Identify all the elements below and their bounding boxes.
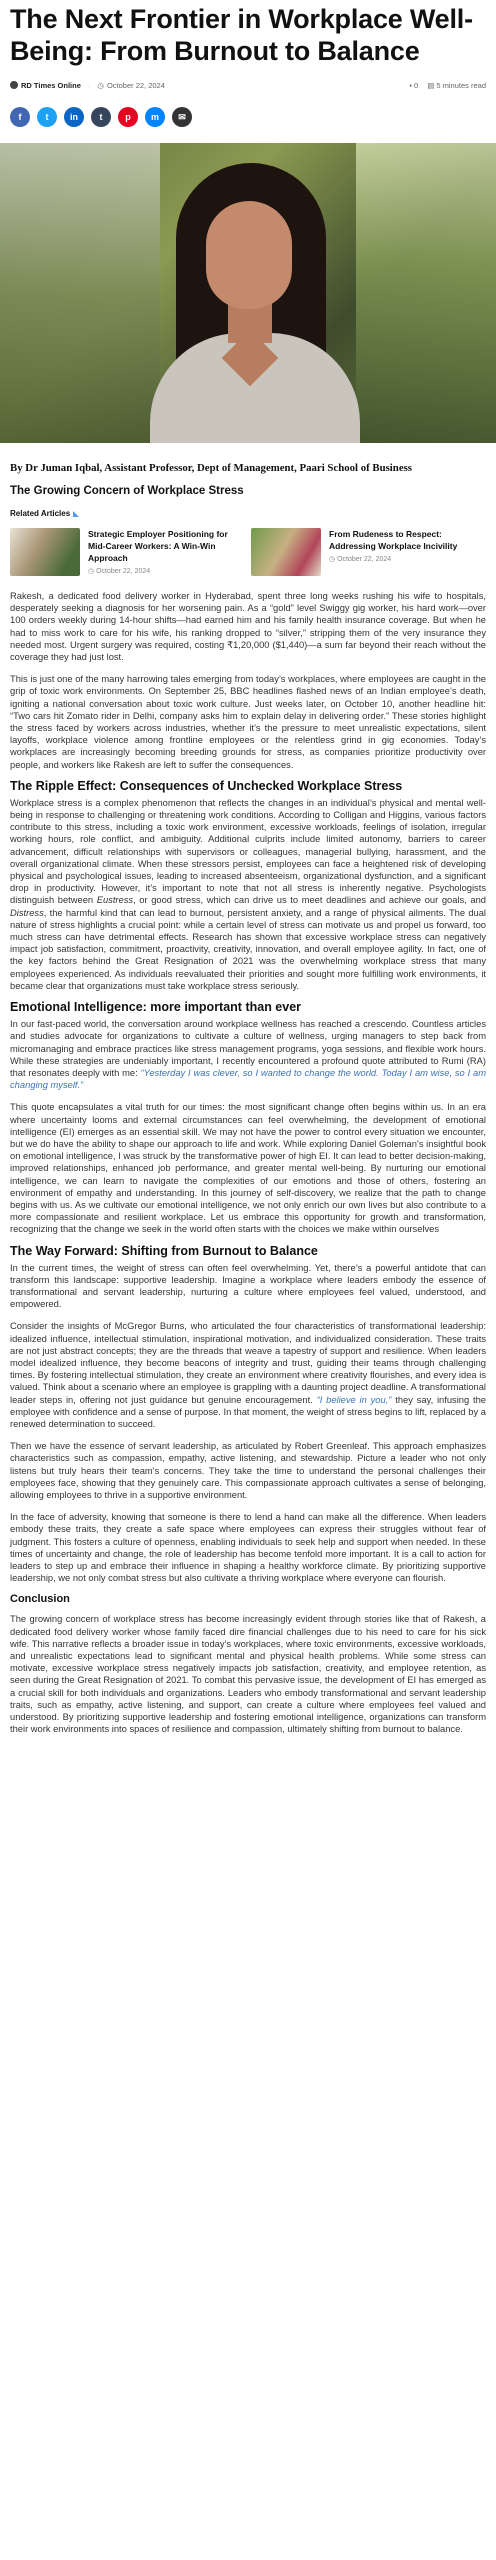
messenger-share-button[interactable]: [145, 107, 165, 127]
eustress-term: Eustress: [96, 895, 134, 906]
paragraph: In the current times, the weight of stress can often feel overwhelming. Yet, there’s a powerful antidote that can transform this landscape: supportive leadership. Imagine a workplace where leaders embody the essence of transformational and servant leadership, nurturing a culture where employees feel valued, understood, and empowered.: [10, 1262, 486, 1310]
paragraph-text: Consider the insights of McGregor Burns, who articulated the four characteristics of transformational leadership: idealized influence, intellectual stimulation, inspirational motivation, and individualized consideration. These traits are not just abstract concepts; they are the threads that weave a tapestry of support and resilience. When leaders model idealized influence, they become beacons of integrity and trust, guiding their teams through challenging times. By fostering intellectual stimulation, they create an environment where creativity flourishes, and every idea is valued. Think about a scenario where an employee is grappling with a daunting project deadline. A transformational leader steps in, offering not just guidance but genuine encouragement.: [10, 1321, 486, 1405]
related-date-text: October 22, 2024: [96, 568, 151, 575]
facebook-share-button[interactable]: [10, 107, 30, 127]
share-buttons: [10, 107, 486, 129]
related-thumbnail[interactable]: [251, 528, 321, 576]
corner-icon: [73, 511, 79, 517]
paragraph-text: they say, infusing the employee with confidence and a sense of purpose. In that moment, the weight of stress begins to lift, replaced by a renewed determination to succeed.: [10, 1394, 486, 1429]
post-date-text: October 22, 2024: [106, 80, 165, 90]
messenger-icon: m: [150, 112, 159, 122]
paragraph-text: Workplace stress is a complex phenomenon that reflects the changes in an individual’s physical and mental well-being in response to challenging or threatening work conditions. According to Colligan and Higgins, various factors contribute to this stress, including a toxic work environment, excessive workloads, feelings of isolation, irregular working hours, role conflict, and ambiguity. Additional culprits include limited autonomy, barriers to career advancement, difficult relationships with supervisors or colleagues, managerial bullying, harassment, and the overall organizational climate. When these stressors persist, employees can face a heightened risk of developing physical and psychological issues, leading to increased absenteeism, organizational dysfunction, and a significant drop in productivity. However, it’s important to note that not all stress is inherently negative. Psychologists distinguish between: [10, 797, 486, 906]
image-background-right: [356, 143, 496, 443]
related-title[interactable]: Strategic Employer Positioning for Mid-Career Workers: A Win-Win Approach: [88, 529, 228, 563]
page-title: The Next Frontier in Workplace Well-Being: From Burnout to Balance: [10, 4, 473, 66]
linkedin-icon: in: [70, 112, 78, 122]
email-icon: ✉: [178, 111, 186, 122]
post-date: [97, 81, 165, 90]
article-body: [0, 461, 496, 1735]
section-heading: Emotional Intelligence: more important than ever: [10, 1000, 302, 1015]
related-title[interactable]: From Rudeness to Respect: Addressing Workplace Incivility: [329, 529, 458, 551]
related-card[interactable]: [251, 528, 476, 576]
paragraph: [10, 1320, 486, 1430]
paragraph: [10, 1018, 486, 1091]
paragraph: This quote encapsulates a vital truth for our times: the most significant change often begins within us. In an era where uncertainty looms and external circumstances can feel overwhelming, the development of emotional intelligence (EI) emerges as an essential skill. We may not have the power to control every situation we encounter, but we do have the ability to shape our approach to life and work. While exploring Daniel Goleman’s insightful book on emotional intelligence, I was struck by the transformative power of high EI. It can lead to better decision-making, improved relationships, enhanced job performance, and greater mental well-being. By nurturing our emotional intelligence, we can learn to navigate the complexities of our emotions and those of others, fostering an environment of empathy and understanding. In this journey of self-discovery, we realize that the path to change begins with us. As we cultivate our emotional intelligence, we not only enrich our own lives but also contribute to a more compassionate and resilient workplace. Let us embrace this opportunity for growth and transformation, recognizing that the change we seek in the world often starts with the choices we make within ourselves: [10, 1102, 486, 1235]
rumi-quote: “Yesterday I was clever, so I wanted to change the world. Today I am wise, so I am changing myself.”: [10, 1067, 486, 1091]
article-header: [0, 3, 496, 129]
image-background-left: [0, 143, 160, 443]
section-heading: Conclusion: [10, 1593, 70, 1606]
pinterest-icon: p: [125, 112, 131, 122]
related-card[interactable]: [10, 528, 235, 576]
related-card-text: [329, 528, 476, 576]
read-time: [427, 81, 486, 90]
meta-separator: ·: [87, 80, 91, 90]
pinterest-share-button[interactable]: [118, 107, 138, 127]
linkedin-share-button[interactable]: [64, 107, 84, 127]
paragraph-text: , the harmful kind that can lead to burnout, persistent anxiety, and a range of physical ailments. The dual nature of stress highlights a crucial point: while a certain level of stress can motivate us and propel us forward, too much stress can have detrimental effects. Research has shown that excessive workplace stress can negatively impact job satisfaction, commitment, proactivity, creativity, innovation, and overall employee agility. In fact, one of the key factors behind the Great Resignation of 2021 was the overwhelming workplace stress that many employees experienced. As individuals reevaluated their priorities and sought more fulfilling work environments, it became clear that organizations must take workplace stress seriously.: [10, 907, 486, 991]
paragraph: [10, 797, 486, 992]
tumblr-share-button[interactable]: [91, 107, 111, 127]
related-card-text: [88, 528, 235, 576]
author[interactable]: [10, 81, 81, 90]
tumblr-icon: t: [99, 112, 103, 122]
related-date: ◷ October 22, 2024: [88, 568, 151, 575]
related-date: ◷ October 22, 2024: [329, 556, 392, 563]
section-heading: The Way Forward: Shifting from Burnout to Balance: [10, 1243, 318, 1258]
twitter-share-button[interactable]: [37, 107, 57, 127]
paragraph: Rakesh, a dedicated food delivery worker in Hyderabad, spent three long weeks rushing his wife to hospitals, desperately seeking a diagnosis for her worsening pain. As a “gold” level Swiggy gig worker, his hard work—over 100 orders weekly during 14-hour shifts—had earned him and his family health insurance coverage. But when he had to miss work to care for his wife, his ranking dropped to “silver,” stripping them of the very insurance they needed most. Urgent surgery was required, costing ₹1,20,000 ($1,440)—a sum far beyond their reach without the coverage they had just lost.: [10, 591, 486, 663]
comment-icon: ▪: [409, 80, 412, 90]
email-share-button[interactable]: [172, 107, 192, 127]
byline: By Dr Juman Iqbal, Assistant Professor, Dept of Management, Paari School of Business: [10, 462, 413, 474]
twitter-icon: t: [45, 112, 49, 122]
section-heading: The Ripple Effect: Consequences of Unchecked Workplace Stress: [10, 778, 403, 793]
believe-quote: “I believe in you,”: [316, 1394, 392, 1405]
clock-icon: ◷: [97, 80, 104, 90]
featured-image: [0, 143, 496, 443]
related-label-text: Related Articles: [10, 509, 71, 518]
paragraph: Then we have the essence of servant leadership, as articulated by Robert Greenleaf. This approach emphasizes characteristics such as compassion, empathy, active listening, and stewardship. Picture a leader who not only listens but truly hears their team’s concerns. They take the time to understand the personal challenges their employees face, showing that they genuinely care. This compassionate approach cultivates a sense of belonging, allowing employees to thrive in a supportive environment.: [10, 1441, 486, 1500]
paragraph: In the face of adversity, knowing that someone is there to lend a hand can make all the difference. When leaders embody these traits, they create a safe space where employees can express their struggles without fear of judgment. This fosters a culture of openness, enabling individuals to seek help and support when needed. In these times of uncertainty and change, the role of leadership has become tenfold more important. It is a call to action for leaders to step up and embrace their influence in shaping a healthy workforce climate. By prioritizing supportive leadership, we not only combat stress but also cultivate a thriving workplace where everyone can flourish.: [10, 1512, 486, 1584]
facebook-icon: f: [18, 112, 22, 122]
distress-term: Distress: [10, 907, 44, 918]
read-time-text: 5 minutes read: [436, 80, 486, 90]
meta-right: [409, 81, 486, 90]
comment-count: 0: [414, 80, 419, 90]
comments[interactable]: [409, 81, 418, 90]
paragraph: The growing concern of workplace stress has become increasingly evident through stories like that of Rakesh, a dedicated food delivery worker whose family faced dire financial challenges due to his need to care for his sick wife. This narrative reflects a broader issue in today’s workplaces, where toxic environments, excessive workloads, and unrealistic expectations lead to significant mental and physical health problems. While some stress can motivate, excessive workplace stress negatively impacts job satisfaction, creativity, and employee retention, as seen during the Great Resignation of 2021. To combat this pervasive issue, the development of EI has emerged as a crucial skill for both individuals and organizations. Leaders who embody transformational and servant leadership traits, such as empathy, active listening, and support, can create a culture where employees feel valued and understood. By prioritizing supportive leadership and fostering emotional intelligence, organizations can transform their work environments into spaces of resilience and compassion, ultimately shifting from burnout to balance.: [10, 1614, 486, 1735]
post-meta: [10, 74, 486, 96]
avatar: [10, 81, 18, 89]
related-articles: [10, 528, 486, 576]
author-name[interactable]: RD Times Online: [21, 80, 81, 90]
paragraph: This is just one of the many harrowing tales emerging from today’s workplaces, where employees are caught in the grip of toxic work environments. On September 25, BBC headlines flashed news of an Indian employee’s death, igniting a national conversation about toxic work culture. Just weeks later, on October 10, another headline hit: “Two cars hit Zomato rider in Delhi, company asks him to explain delay in delivering order.” These stories highlight the stress faced by workers across industries, whether it’s the pressure to meet unrealistic expectations, silent layoffs, workplace violence among frontline employees or the relentless grind in gig economies. Today’s workplaces are increasingly becoming breeding grounds for stress, as companies prioritize productivity over people, and workers like Rakesh are left to suffer the consequences.: [10, 674, 486, 770]
paragraph-text: , or good stress, which can drive us to meet deadlines and achieve our goals, and: [133, 895, 486, 906]
article-content: [10, 590, 486, 1735]
book-icon: ▤: [427, 80, 435, 90]
related-date-text: October 22, 2024: [337, 556, 392, 563]
related-thumbnail[interactable]: [10, 528, 80, 576]
related-articles-label: [10, 509, 486, 518]
paragraph-text: In our fast-paced world, the conversation around workplace wellness has reached a crescendo. Countless articles and studies advocate for organizations to cultivate a culture of wellness, urging managers to step back from micromanaging and embrace practices like stress management programs, yoga sessions, and flexible work hours. While these strategies are undeniably important, I recently encountered a profound quote attributed to Rumi (RA) that resonates deeply with me:: [10, 1019, 486, 1078]
image-portrait-face: [206, 201, 292, 309]
intro-heading: The Growing Concern of Workplace Stress: [10, 485, 244, 497]
